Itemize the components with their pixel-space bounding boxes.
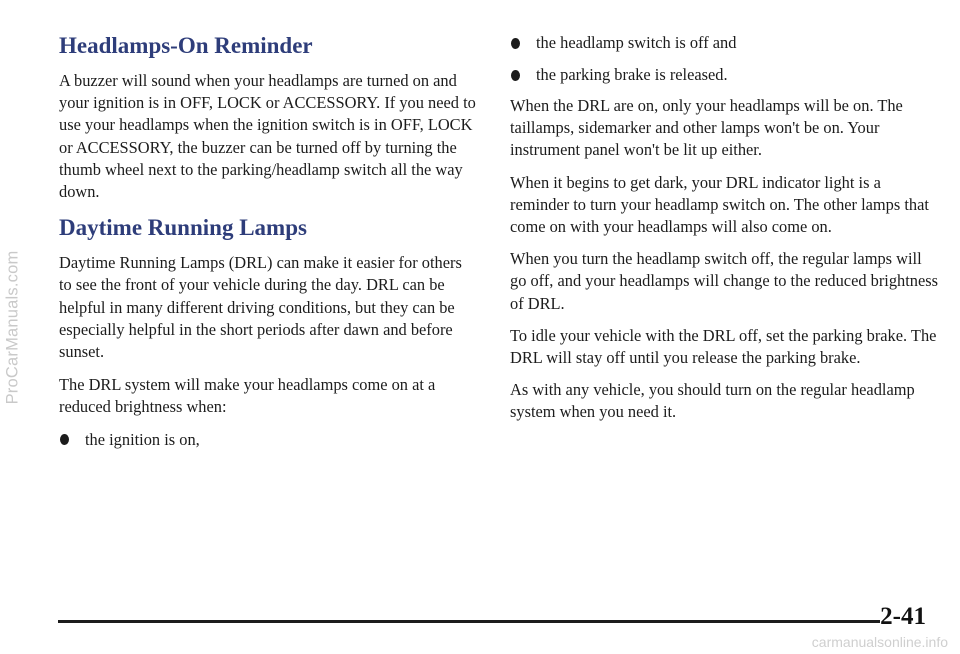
side-watermark-text: ProCarManuals.com — [3, 250, 22, 404]
headlamps-on-reminder-heading: Headlamps-On Reminder — [59, 33, 313, 58]
bullet-icon — [511, 70, 520, 81]
right-column — [510, 32, 940, 434]
daytime-running-lamps-heading: Daytime Running Lamps — [59, 215, 307, 241]
page-number: 2-41 — [880, 603, 926, 630]
list-item-text: the parking brake is released. — [536, 65, 728, 84]
drl-on-paragraph: When the DRL are on, only your headlamps will be on. The taillamps, sidemarker and other lamps won't be on. Your instrument panel won't be lit up either. — [510, 96, 903, 160]
list-item-text: the headlamp switch is off and — [536, 33, 737, 52]
idle-vehicle-paragraph: To idle your vehicle with the DRL off, set the parking brake. The DRL will stay off until you release the parking brake. — [510, 325, 937, 368]
bullet-icon — [511, 38, 520, 49]
bullet-icon — [60, 434, 69, 445]
list-item-text: the ignition is on, — [85, 429, 200, 449]
bottom-watermark: carmanualsonline.info — [811, 634, 948, 650]
list-item — [510, 32, 940, 54]
headlamp-switch-off-paragraph: When you turn the headlamp switch off, the regular lamps will go off, and your headlamps will change to the reduced brightness of DRL. — [510, 249, 939, 313]
side-watermark — [2, 0, 24, 654]
left-column — [59, 32, 477, 451]
footer-rule — [58, 620, 880, 623]
drl-system-paragraph: The DRL system will make your headlamps come on at a reduced brightness when: — [59, 375, 436, 417]
drl-indicator-paragraph: When it begins to get dark, your DRL indicator light is a reminder to turn your headlamp switch on. The other lamps that come on with your headlamps will also come on. — [510, 172, 929, 237]
drl-intro-paragraph: Daytime Running Lamps (DRL) can make it easier for others to see the front of your vehicle during the day. DRL can be helpful in many different driving conditions, but they can be especially helpful in the short periods after dawn and before sunset. — [59, 253, 462, 362]
regular-headlamp-paragraph: As with any vehicle, you should turn on the regular headlamp system when you need it. — [510, 380, 915, 422]
headlamps-reminder-paragraph: A buzzer will sound when your headlamps are turned on and your ignition is in OFF, LOCK or ACCESSORY. If you need to use your headlamps when the ignition switch is in OFF, LOCK or ACCESSORY, the buzzer can be turned off by turning the thumb wheel next to the parking/headlamp switch all the way down. — [59, 71, 476, 202]
list-item — [59, 429, 477, 451]
list-item — [510, 64, 940, 86]
